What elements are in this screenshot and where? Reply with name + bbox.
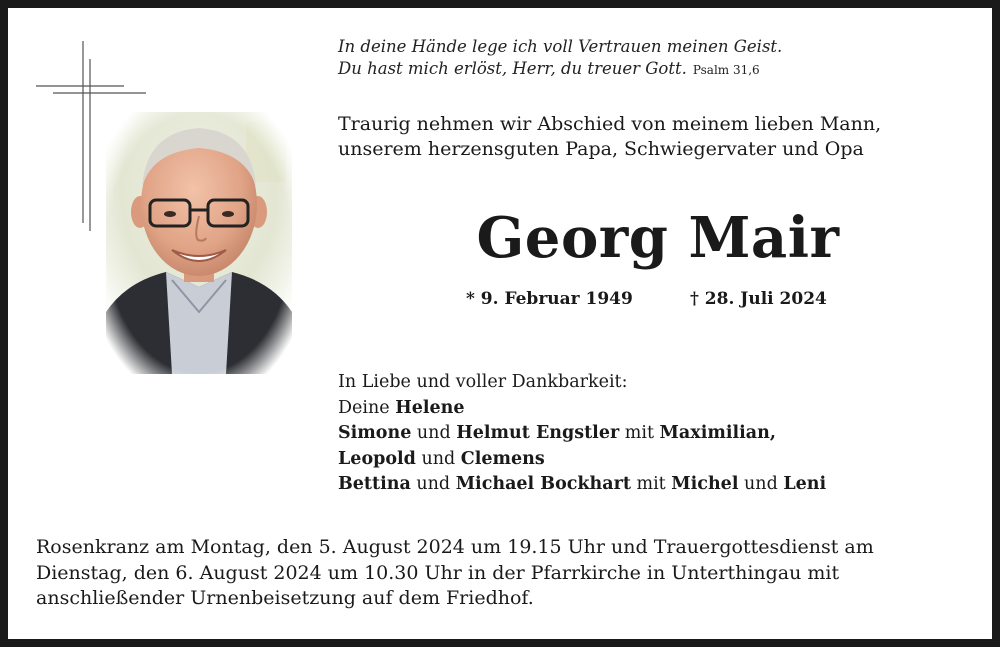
connector-text: mit [619,423,660,443]
mourner-name: Michel [671,474,739,494]
mourner-name: Maximilian, [659,423,776,443]
service-line-3: anschließender Urnenbeisetzung auf dem Friedhof. [36,587,534,609]
mourner-name: Leni [783,474,827,494]
mourner-line-4 [338,447,978,473]
connector-text: und [410,474,456,494]
mourner-name: Simone [338,423,412,443]
verse-reference: Psalm 31,6 [692,63,760,77]
mourners-opening: In Liebe und voller Dankbarkeit: [338,372,628,392]
mourner-name: Helene [395,397,465,418]
mourner-line-5 [338,472,978,498]
connector-text: und [738,474,784,494]
portrait-photo [106,112,292,374]
bible-verse [338,36,938,81]
mourner-name: Leopold [338,448,416,469]
mourner-name: Clemens [460,448,545,469]
verse-line-2-text: Du hast mich erlöst, Herr, du treuer Gott. [338,59,687,78]
mourner-name: Helmut Engstler [456,423,620,443]
verse-line-2 [338,58,938,81]
verse-line-1: In deine Hände lege ich voll Vertrauen meinen Geist. [338,37,783,56]
mourner-name: Michael Bockhart [455,474,631,494]
deceased-name: Georg Mair [476,205,840,271]
farewell-intro [338,112,958,162]
connector-text: Deine [338,397,396,418]
service-line-1: Rosenkranz am Montag, den 5. August 2024 um 19.15 Uhr und Trauergottesdienst am [36,536,874,558]
mourner-line-3 [338,421,978,447]
service-line-2: Dienstag, den 6. August 2024 um 10.30 Uhr in der Pfarrkirche in Unterthingau mit [36,561,840,584]
mourner-line-2 [338,396,978,422]
mourners-list [338,370,978,498]
intro-line-1: Traurig nehmen wir Abschied von meinem lieben Mann, [338,113,882,135]
birth-date: * 9. Februar 1949 [466,289,633,309]
connector-text: mit [630,474,672,494]
connector-text: und [415,448,461,469]
death-date: † 28. Juli 2024 [690,289,827,309]
intro-line-2: unserem herzensguten Papa, Schwiegervater und Opa [338,138,864,160]
mourner-name: Bettina [338,474,411,494]
connector-text: und [411,423,457,443]
service-details [36,535,976,612]
